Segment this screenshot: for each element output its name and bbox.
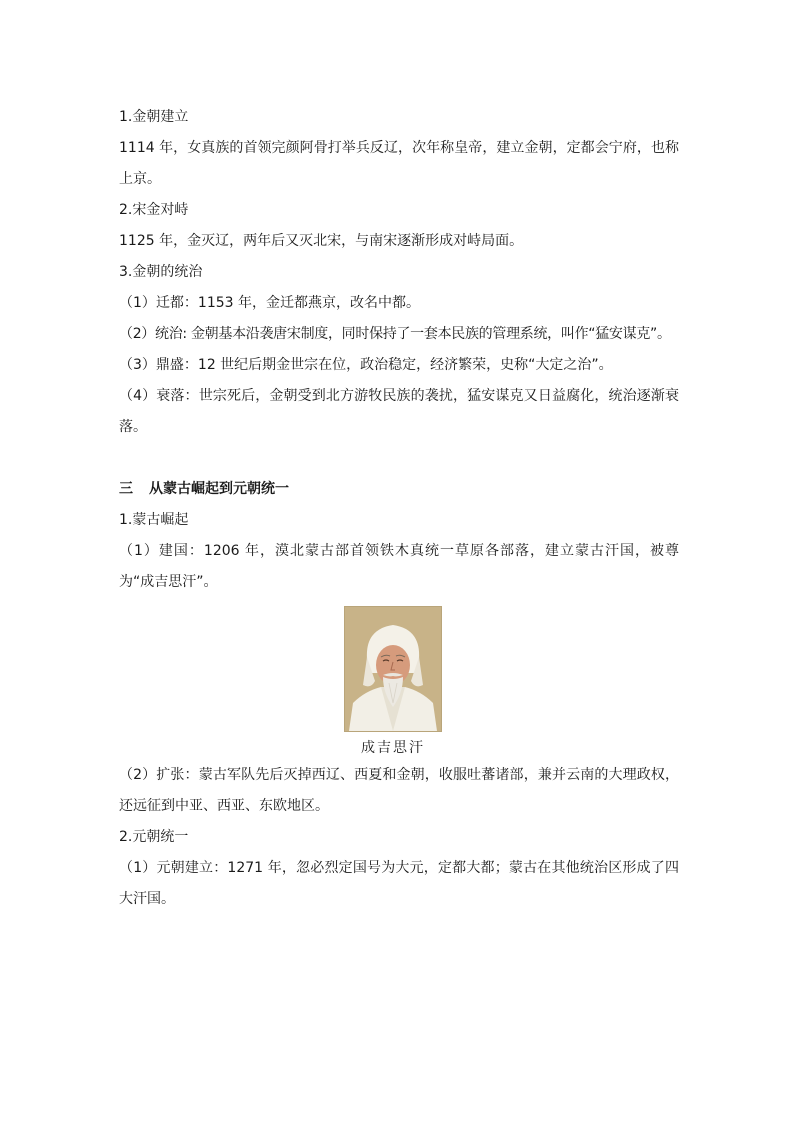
paragraph-jin-founding: 1114 年，女真族的首领完颜阿骨打举兵反辽，次年称皇帝，建立金朝，定都会宁府，也称上京。 (119, 140, 679, 187)
heading-mongol-rise: 1.蒙古崛起 (119, 512, 189, 528)
section-title-part3 (119, 474, 679, 505)
figure-genghis-khan (119, 606, 679, 760)
section-title-text: 从蒙古崛起到元朝统一 (149, 481, 289, 497)
section-spacer (119, 443, 679, 474)
list-item-peak: （3）鼎盛：12 世纪后期金世宗在位，政治稳定，经济繁荣，史称“大定之治”。 (119, 357, 613, 373)
section-number: 三 (119, 481, 133, 497)
heading-song-jin: 2.宋金对峙 (119, 202, 189, 218)
heading-jin-founding: 1.金朝建立 (119, 109, 189, 125)
list-item-relocate-capital: （1）迁都：1153 年，金迁都燕京，改名中都。 (119, 295, 420, 311)
heading-jin-rule: 3.金朝的统治 (119, 264, 203, 280)
paragraph-song-jin: 1125 年，金灭辽，两年后又灭北宋，与南宋逐渐形成对峙局面。 (119, 233, 524, 249)
portrait-illustration (345, 607, 441, 731)
heading-yuan-unification: 2.元朝统一 (119, 829, 189, 845)
document-content (119, 102, 679, 915)
figure-caption: 成吉思汗 (361, 740, 425, 756)
list-item-yuan-founding: （1）元朝建立：1271 年，忽必烈定国号为大元，定都大都；蒙古在其他统治区形成了四大汗国。 (119, 860, 679, 907)
portrait-image (344, 606, 442, 732)
list-item-governance: （2）统治: 金朝基本沿袭唐宋制度，同时保持了一套本民族的管理系统，叫作“猛安谋克”。 (119, 326, 671, 342)
list-item-founding-state: （1）建国：1206 年，漠北蒙古部首领铁木真统一草原各部落，建立蒙古汗国，被尊为“成吉思汗”。 (119, 543, 679, 590)
list-item-expansion: （2）扩张：蒙古军队先后灭掉西辽、西夏和金朝，收服吐蕃诸部，兼并云南的大理政权，还远征到中亚、西亚、东欧地区。 (119, 767, 679, 814)
list-item-decline: （4）衰落：世宗死后，金朝受到北方游牧民族的袭扰，猛安谋克又日益腐化，统治逐渐衰落。 (119, 388, 679, 435)
